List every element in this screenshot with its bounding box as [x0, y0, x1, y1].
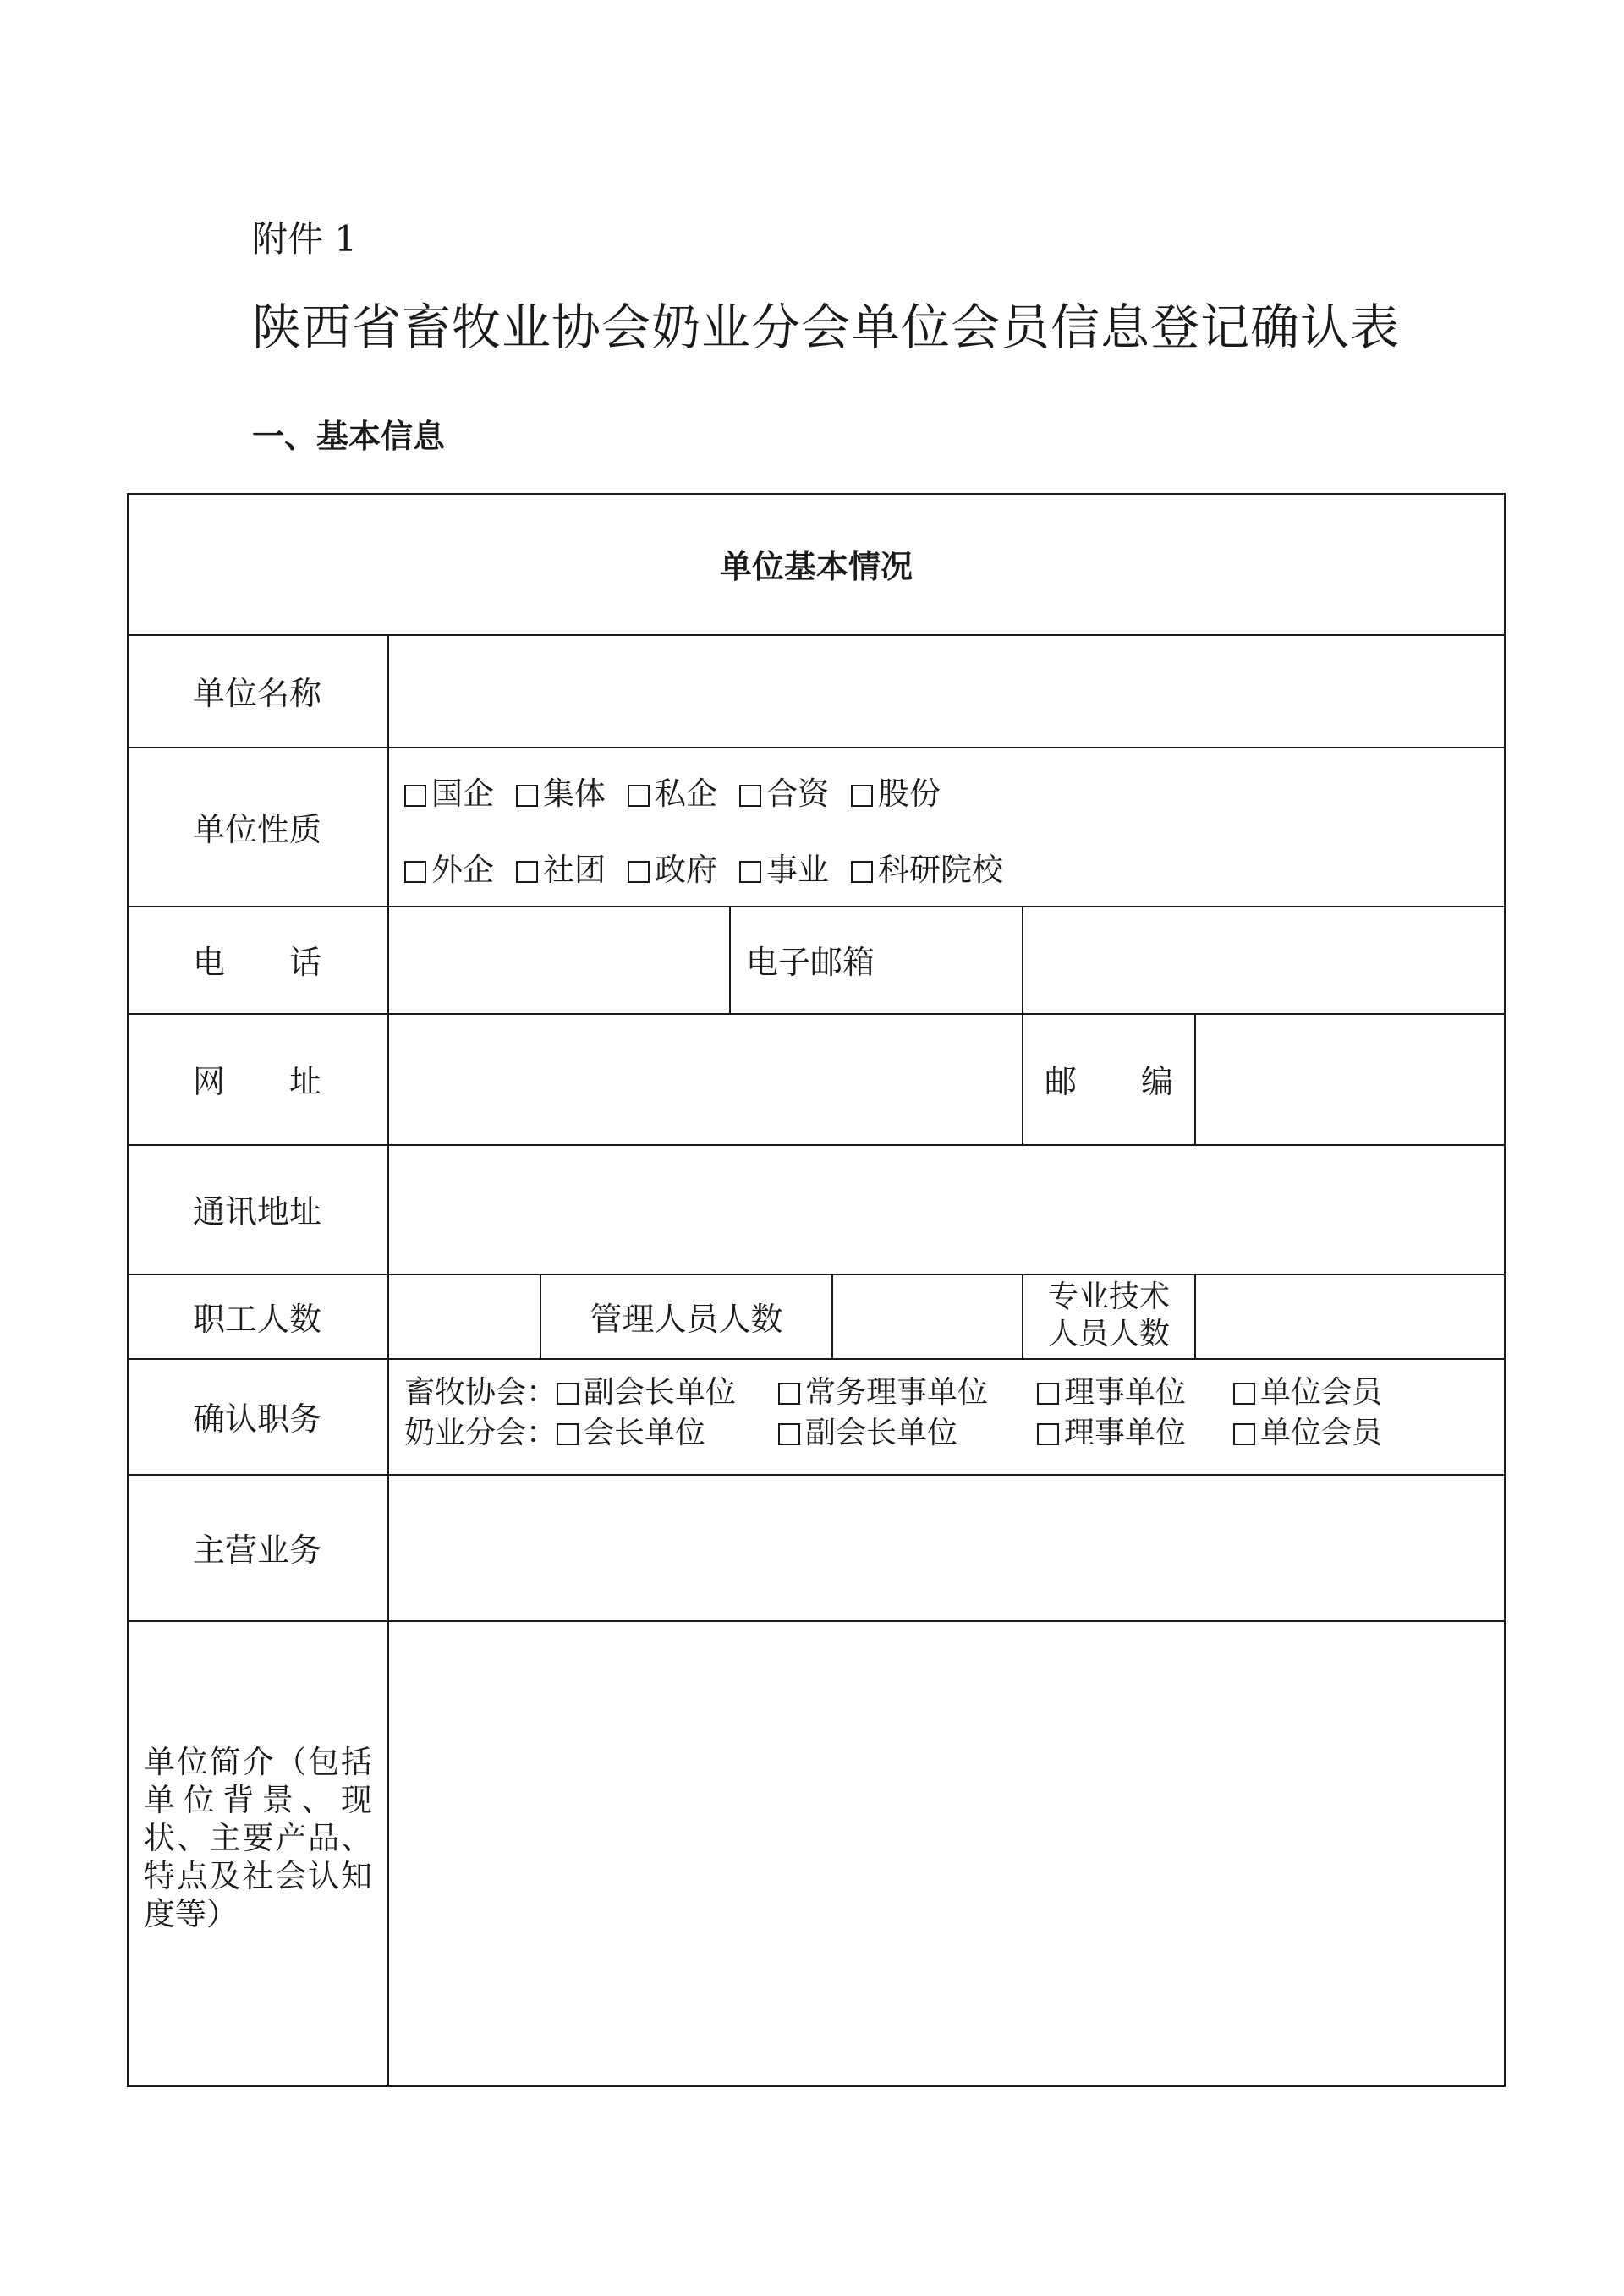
role-option[interactable]: 理事单位 [1037, 1409, 1233, 1452]
role-option[interactable]: 理事单位 [1037, 1368, 1233, 1411]
nature-option[interactable]: 股份 [851, 768, 941, 814]
label-email: 电子邮箱 [746, 944, 875, 981]
role-row-dairy-branch: 奶业分会： 会长单位 副会长单位 理事单位 单位会员 [404, 1409, 1382, 1452]
registration-form-table [127, 493, 1506, 2087]
nature-option[interactable]: 社团 [516, 844, 606, 890]
unit-introduction-field[interactable] [389, 1622, 1504, 2085]
nature-option[interactable]: 外企 [404, 844, 494, 890]
nature-option[interactable]: 事业 [739, 844, 829, 890]
main-business-field[interactable] [389, 1476, 1504, 1620]
label-main-business: 主营业务 [192, 1532, 321, 1569]
checkbox-icon[interactable] [516, 861, 538, 883]
label-staff-count: 职工人数 [192, 1300, 321, 1338]
label-phone: 电 话 [192, 944, 321, 981]
label-manager-count: 管理人员人数 [590, 1300, 783, 1338]
checkbox-icon[interactable] [516, 785, 538, 807]
nature-option[interactable]: 私企 [628, 768, 717, 814]
nature-options-row-2 [404, 844, 1025, 890]
role-option[interactable]: 单位会员 [1233, 1368, 1382, 1411]
checkbox-icon[interactable] [1037, 1383, 1059, 1405]
nature-options-row-1 [404, 768, 963, 814]
email-field[interactable] [1023, 907, 1504, 1013]
role-row-livestock-association: 畜牧协会： 副会长单位 常务理事单位 理事单位 单位会员 [404, 1368, 1382, 1411]
role-option[interactable]: 会长单位 [557, 1409, 778, 1452]
checkbox-icon[interactable] [557, 1383, 579, 1405]
address-field[interactable] [389, 1146, 1504, 1274]
checkbox-icon[interactable] [557, 1423, 579, 1445]
label-address: 通讯地址 [192, 1193, 321, 1230]
checkbox-icon[interactable] [851, 861, 873, 883]
form-title: 陕西省畜牧业协会奶业分会单位会员信息登记确认表 [252, 299, 1401, 356]
checkbox-icon[interactable] [1233, 1383, 1255, 1405]
manager-count-field[interactable] [833, 1275, 1022, 1358]
role-option[interactable]: 常务理事单位 [778, 1368, 1037, 1411]
checkbox-icon[interactable] [851, 785, 873, 807]
phone-field[interactable] [389, 907, 729, 1013]
label-unit-name: 单位名称 [192, 675, 321, 712]
checkbox-icon[interactable] [778, 1383, 800, 1405]
postcode-field[interactable] [1196, 1015, 1504, 1144]
label-postcode: 邮 编 [1044, 1063, 1173, 1100]
label-confirm-role: 确认职务 [192, 1400, 321, 1438]
section-heading: 一、基本信息 [252, 418, 446, 455]
nature-option[interactable]: 合资 [739, 768, 829, 814]
role-option[interactable]: 副会长单位 [778, 1409, 1037, 1452]
label-unit-introduction: 单位简介（包括单位背景、现状、主要产品、特点及社会认知度等） [144, 1744, 372, 1932]
nature-option[interactable]: 科研院校 [851, 844, 1003, 890]
nature-option[interactable]: 集体 [516, 768, 606, 814]
table-heading: 单位基本情况 [719, 548, 913, 585]
role-option[interactable]: 单位会员 [1233, 1409, 1382, 1452]
nature-option[interactable]: 国企 [404, 768, 494, 814]
checkbox-icon[interactable] [404, 861, 426, 883]
label-tech-staff-count: 专业技术 人员人数 [1047, 1280, 1170, 1351]
role-option[interactable]: 副会长单位 [557, 1368, 778, 1411]
label-unit-nature: 单位性质 [192, 810, 321, 848]
checkbox-icon[interactable] [739, 861, 761, 883]
checkbox-icon[interactable] [778, 1423, 800, 1445]
staff-count-field[interactable] [389, 1275, 540, 1358]
label-website: 网 址 [192, 1063, 321, 1100]
nature-option[interactable]: 政府 [628, 844, 717, 890]
checkbox-icon[interactable] [628, 785, 650, 807]
checkbox-icon[interactable] [404, 785, 426, 807]
checkbox-icon[interactable] [739, 785, 761, 807]
attachment-label: 附件 1 [252, 218, 358, 260]
checkbox-icon[interactable] [1233, 1423, 1255, 1445]
website-field[interactable] [389, 1015, 1022, 1144]
checkbox-icon[interactable] [1037, 1423, 1059, 1445]
checkbox-icon[interactable] [628, 861, 650, 883]
tech-staff-count-field[interactable] [1196, 1275, 1504, 1358]
unit-name-field[interactable] [389, 636, 1504, 747]
